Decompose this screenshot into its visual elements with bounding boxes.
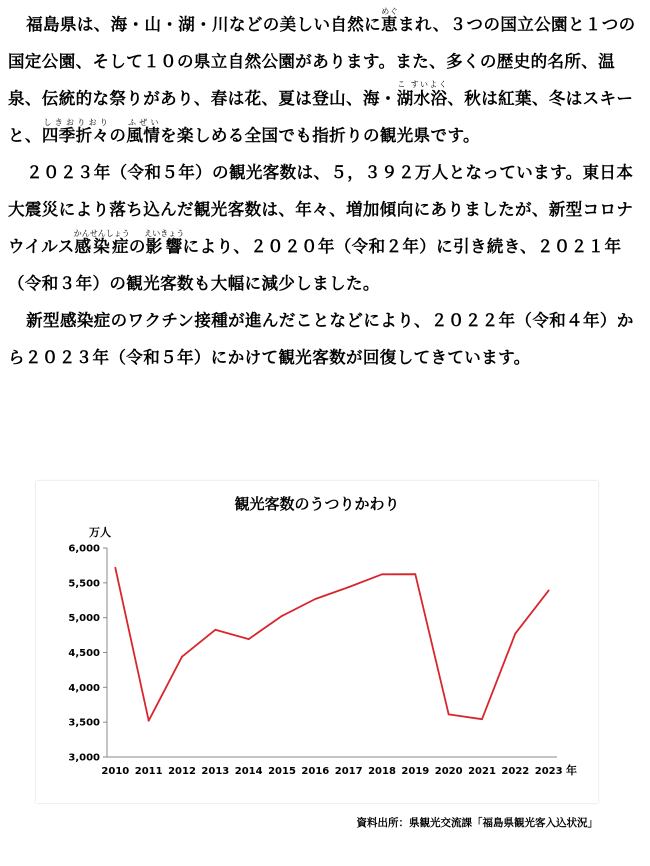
text-run: の	[109, 126, 127, 145]
x-tick-label: 2020	[434, 766, 463, 777]
ruby-reading: こ すいよく	[396, 80, 448, 89]
y-tick-label: 4,500	[68, 648, 100, 659]
ruby-word	[73, 229, 130, 256]
source-note: 資料出所：県観光交流課「福島県観光客入込状況」	[356, 817, 598, 829]
y-tick-label: 4,000	[68, 682, 100, 694]
ruby-reading: ふぜい	[126, 118, 161, 127]
x-tick-label: 2016	[301, 766, 330, 777]
y-tick-label: 5,000	[68, 613, 100, 625]
ruby-word	[381, 7, 398, 34]
ruby-reading: しきおりおり	[41, 118, 110, 127]
text-run: ２０２３年（令和５年）の観光客数は、５，３９２万人となっています。東日本大震災により落ち込んだ観光客数は、年々、増加傾向にありましたが、新型コロナウイルス	[8, 163, 634, 256]
data-point	[181, 656, 183, 658]
data-point	[381, 573, 383, 575]
ruby-word	[144, 229, 185, 256]
ruby-base: 恵	[381, 15, 398, 34]
ruby-word	[126, 118, 161, 145]
data-point	[214, 629, 216, 631]
data-point	[114, 567, 116, 569]
ruby-word	[396, 80, 448, 108]
visitor-chart	[36, 481, 598, 803]
x-tick-label: 2023	[534, 766, 563, 777]
ruby-base: 風情	[126, 126, 161, 145]
data-point	[448, 713, 450, 715]
ruby-reading: えいきょう	[144, 229, 185, 238]
data-point	[281, 615, 283, 617]
text-run: により、２０２０年（令和２年）に引き続き、２０２１年（令和３年）の観光客数も大幅に減少しました。	[8, 237, 622, 293]
data-point	[481, 718, 483, 720]
y-tick-label: 3,000	[68, 752, 100, 764]
y-tick-label: 6,000	[68, 543, 100, 555]
text-run: の	[128, 237, 146, 256]
ruby-reading: かんせんしょう	[73, 229, 130, 238]
ruby-base: 影響	[144, 237, 185, 256]
text-run: 、秋は紅葉、冬はスキーと、	[8, 89, 634, 145]
y-tick-label: 5,500	[68, 578, 100, 590]
paragraph-visitors-2023	[8, 154, 642, 302]
data-point	[414, 573, 416, 575]
text-body	[8, 6, 642, 376]
x-tick-label: 2012	[168, 766, 196, 777]
chart-canvas	[36, 481, 598, 803]
x-tick-label: 2010	[101, 766, 130, 777]
paragraph-recovery	[8, 302, 642, 376]
y-tick-label: 3,500	[68, 717, 100, 729]
text-run: 福島県は、海・山・湖・川などの美しい自然に	[26, 15, 382, 34]
x-tick-label: 2021	[468, 766, 496, 777]
ruby-base: 四季折々	[41, 126, 110, 145]
x-tick-label: 2014	[234, 766, 263, 777]
data-point	[348, 586, 350, 588]
ruby-reading: めぐ	[381, 7, 398, 16]
x-tick-label: 2013	[201, 766, 230, 777]
paragraph-intro	[8, 6, 642, 154]
data-point	[248, 638, 250, 640]
ruby-word	[41, 118, 110, 145]
chart-title: 観光客数のうつりかわり	[234, 495, 400, 513]
x-tick-label: 2019	[401, 766, 430, 777]
data-point	[548, 589, 550, 591]
data-point	[514, 633, 516, 635]
text-run: を楽しめる全国でも指折りの観光県です。	[160, 126, 480, 145]
text-run: まれ、３つの国立公園と１つの国定公園、そして１０の県立自然公園があります。また、多くの歴史的名所、温泉、伝統的な祭りがあり、春は花、夏は登山、海・	[8, 15, 636, 108]
series-line	[115, 568, 548, 721]
x-tick-label: 2018	[368, 766, 396, 777]
data-point	[314, 598, 316, 600]
x-axis-unit: 年	[566, 764, 577, 777]
x-tick-label: 2022	[501, 766, 530, 777]
ruby-base: 湖水浴	[396, 89, 448, 108]
data-point	[148, 720, 150, 722]
x-tick-label: 2015	[268, 766, 296, 777]
x-tick-label: 2017	[334, 766, 363, 777]
x-tick-label: 2011	[134, 766, 163, 777]
y-axis-unit: 万人	[89, 526, 111, 539]
text-run: 新型感染症のワクチン接種が進んだことなどにより、２０２２年（令和４年）から２０２３年（令和５年）にかけて観光客数が回復してきています。	[8, 311, 634, 367]
ruby-base: 感染症	[73, 237, 130, 256]
